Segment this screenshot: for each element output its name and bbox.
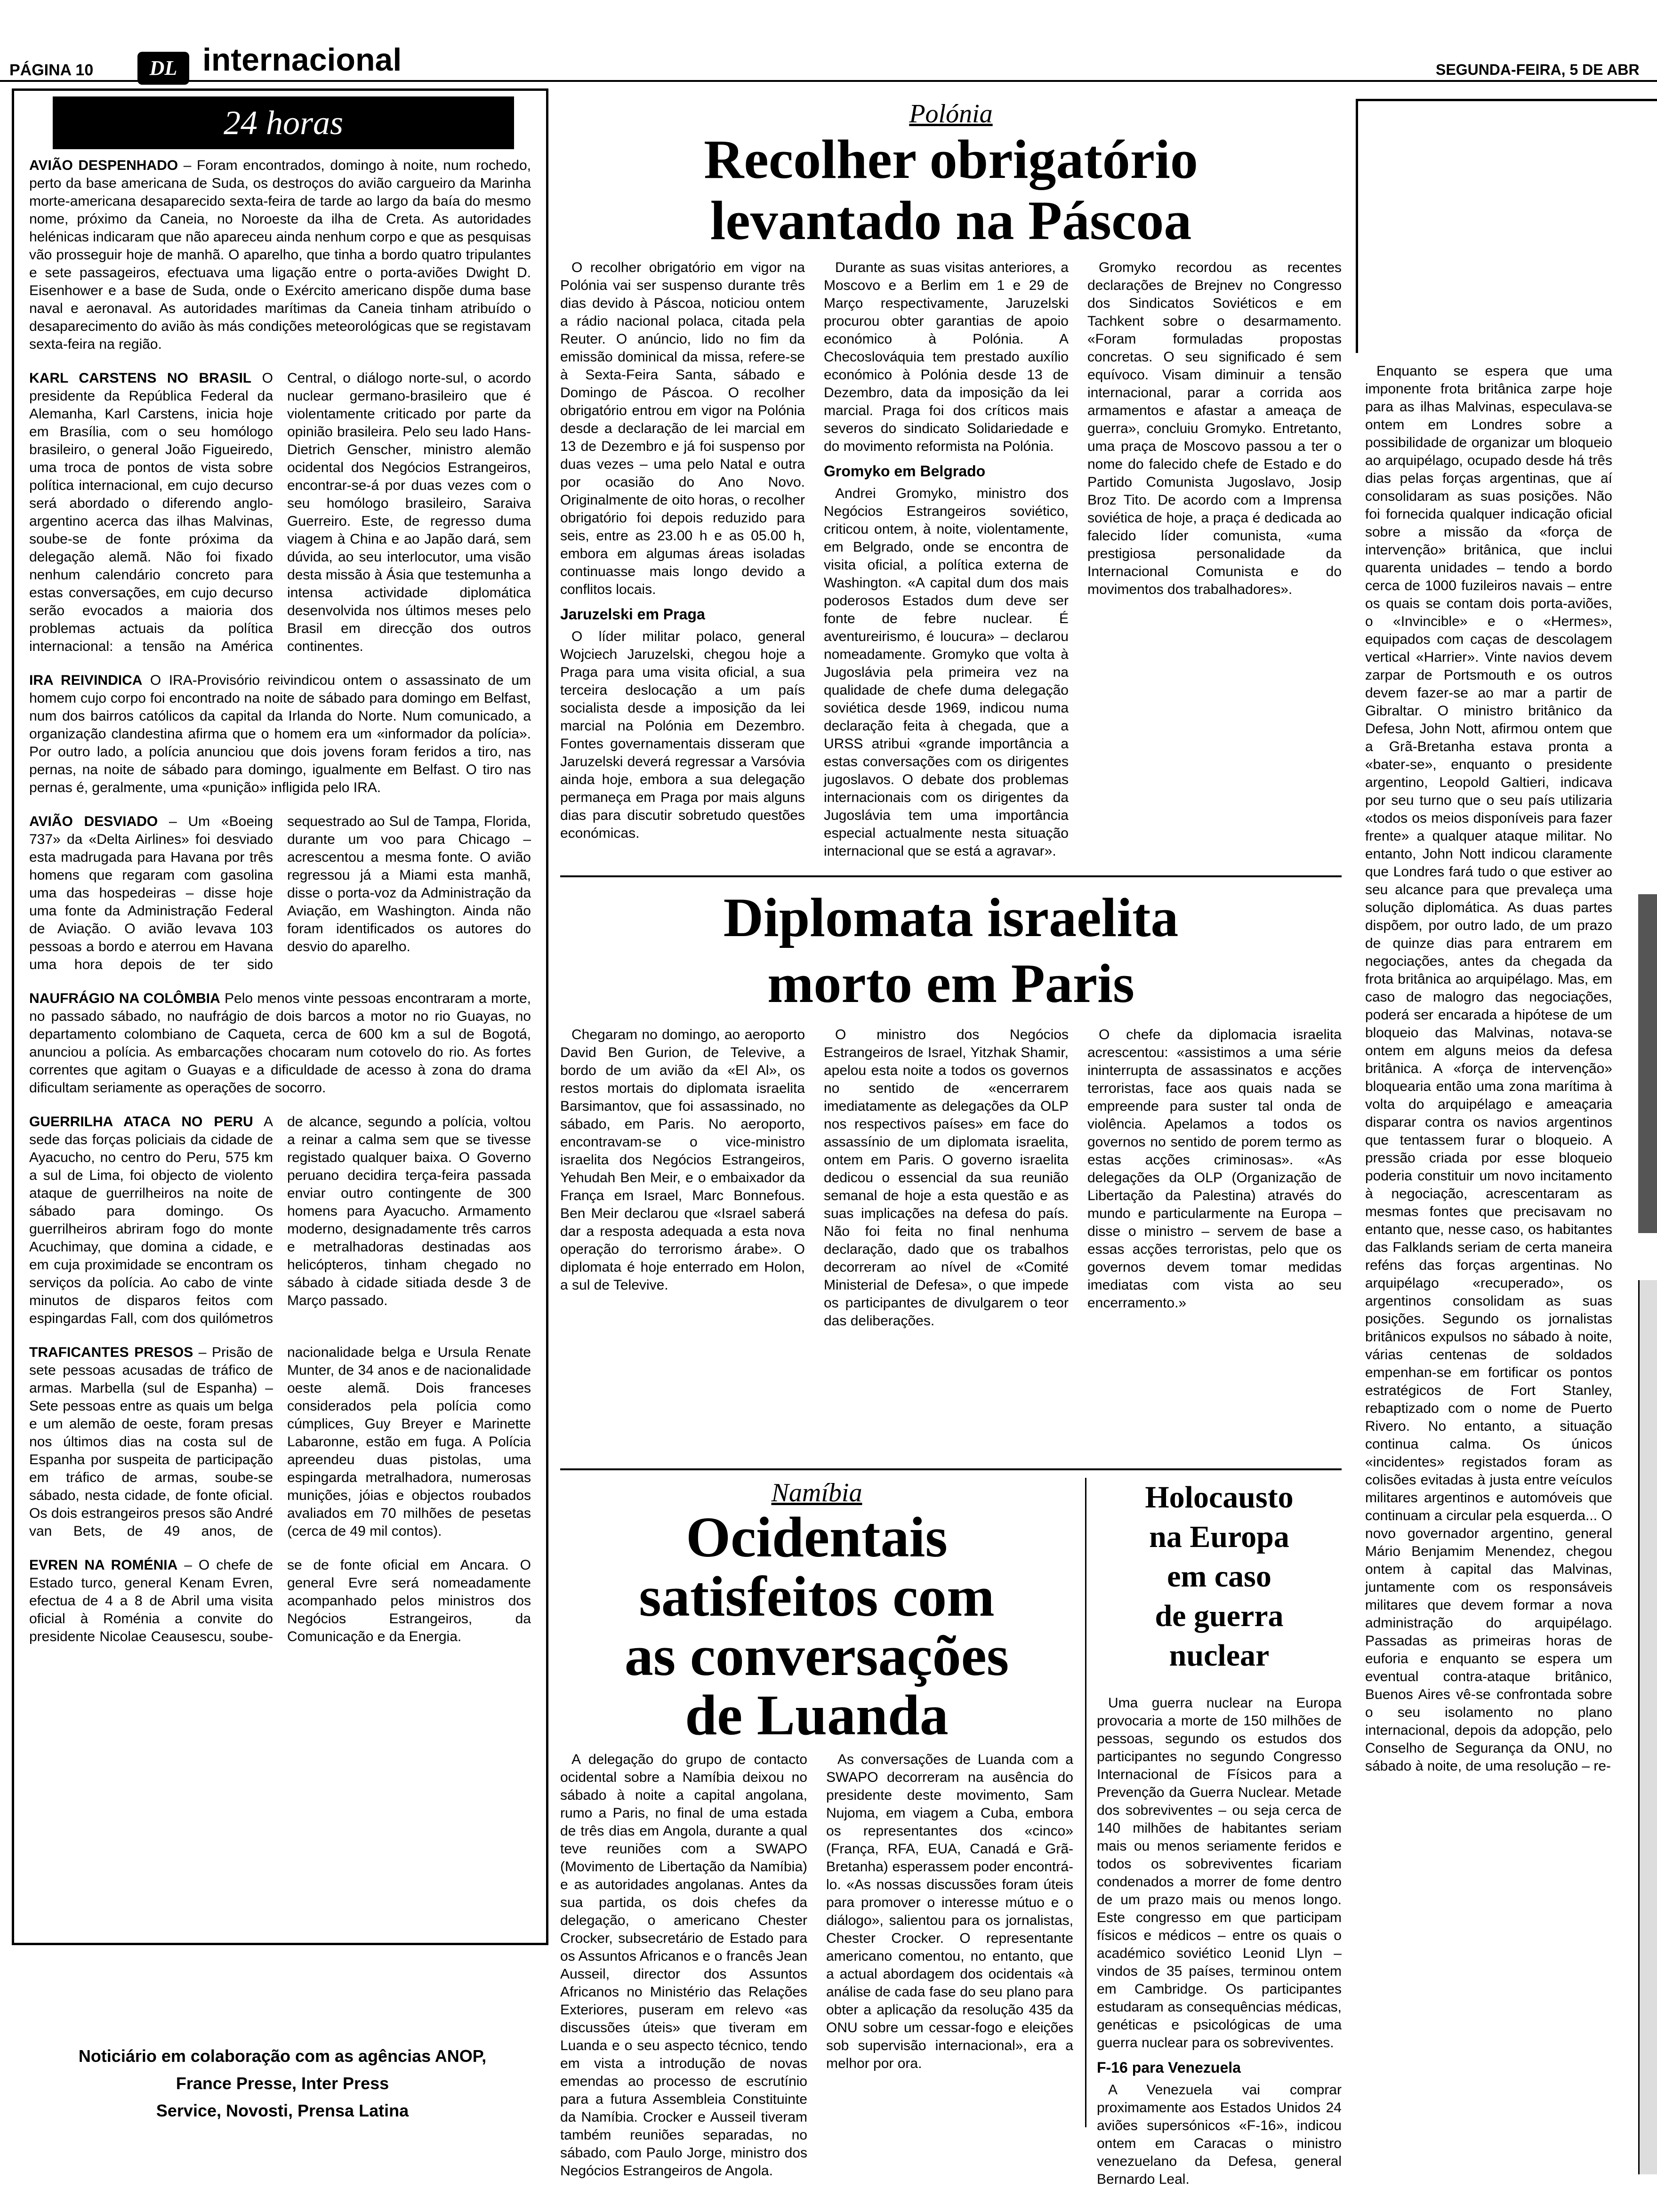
brief-naufragio-colombia	[29, 990, 531, 1097]
article-column: O recolher obrigatório em vigor na Polónia vai ser suspenso durante três dias devido à Páscoa, noticiou ontem a rádio nacional polaca, citada pela Reuter. O anúncio, lido no fim da emissão dominical da missa, refere-se à Sexta-Feira Santa, sábado e Domingo de Páscoa. O recolher obrigatório entrou em vigor na Polónia desde a declaração de lei marcial em 13 de Dezembro e já foi suspenso por duas vezes – uma pelo Natal e outra por ocasião do Ano Novo. Originalmente de oito horas, o recolher obrigatório foi depois reduzido para seis, entre as 23.00 h e as 05.00 h, embora em algumas áreas isoladas continuasse mais longo devido a conflitos locais. Jaruzelski em Praga O líder militar polaco, general Wojciech Jaruzelski, chegou hoje a Praga para uma visita oficial, a sua terceira deslocação a um país socialista desde a imposição da lei marcial na Polónia em Dezembro. Fontes governamentais disseram que Jaruzelski deverá regressar a Varsóvia ainda hoje, embora a sua delegação permaneça em Praga por mais alguns dias para discutir sobretudo questões económicas.	[560, 260, 805, 841]
agency-credit: Noticiário em colaboração com as agências ANOP, France Presse, Inter Press Service, Novosti, Prensa Latina	[78, 2046, 487, 2120]
section-title: internacional	[202, 42, 402, 78]
article-column: O chefe da diplomacia israelita acrescentou: «assistimos a uma série ininterrupta de assassinatos e acções terroristas, face aos quais nada se empreende para suster tal onda de violência. Apelamos a todos os governos no sentido de porem termo as estas acções criminosas». «As delegações da OLP (Organização de Libertação da Palestina) através do mundo e particularmente na Europa – disse o ministro – servem de base a essas acções terroristas, pelo que os governos devem tomar medidas imediatas com vista ao seu encerramento.»	[1087, 1027, 1342, 1311]
brief-title: KARL CARSTENS NO BRASIL	[29, 370, 252, 386]
article-column: Uma guerra nuclear na Europa provocaria a morte de 150 milhões de pessoas, segundo os estudos dos participantes no segundo Congresso Internacional de Físicos para a Prevenção da Guerra Nuclear. Metade dos sobreviventes – ou seja cerca de 140 milhões de habitantes seriam mais ou menos seriamente feridos e todos os sobreviventes ficariam condenados a morrer de fome dentro de um prazo mais ou menos longo. Este congresso em que participam físicos e médicos – entre os quais o académico soviético Leonid Llyn – vindos de 35 países, terminou ontem em Cambridge. Os participantes estudaram as consequências médicas, genéticas e psicológicas de uma guerra nuclear para os sobreviventes. F-16 para Venezuela A Venezuela vai comprar proximamente aos Estados Unidos 24 aviões supersónicos «F-16», indicou ontem em Caracas o ministro venezuelano da Defesa, general Bernardo Leal.	[1097, 1695, 1342, 2187]
brief-body: – Prisão de sete pessoas acusadas de tráfico de armas. Marbella (sul de Espanha) – Sete pessoas entre as quais um belga e um alemão de oeste, foram presas nos últimos dias na costa sul de Espanha por suspeita de participação em tráfico de armas, soube-se sábado, nesta cidade, de fonte oficial. Os dois estrangeiros presos são André van Bets, de 49 anos, de nacionalidade belga e Ursula Renate Munter, de 34 anos e de nacionalidade oeste alemã. Dois franceses considerados pela polícia como cúmplices, Guy Breyer e Marinette Labaronne, estão em fuga. A Polícia apreendeu duas pistolas, uma espingarda metralhadora, numerosas munições, jóias e objectos roubados avaliados em 70 milhões de pesetas (cerca de 49 mil contos).	[29, 1345, 531, 1539]
article-subhead: Jaruzelski em Praga	[560, 606, 705, 623]
brief-body: A sede das forças policiais da cidade de Ayacucho, no centro do Peru, 575 km a sul de Lima, foi objecto de violento ataque de guerrilheiros na noite de sábado para domingo. Os guerrilheiros abriram fogo do monte Acuchimay, que domina a cidade, e em cuja proximidade se encontram os serviços da polícia. Ao cabo de vinte minutos de disparos feitos com espingardas Fall, com dos quilómetros de alcance, segundo a polícia, voltou a reinar a calma sem que se tivesse registado qualquer baixa. O Governo peruano decidira terça-feira passada enviar outro contingente de 300 homens para Ayacucho. Armamento moderno, designadamente três carros e metralhadoras destinadas aos helicópteros, tinham chegado no sábado à cidade sitiada desde 3 de Março passado.	[29, 1114, 531, 1326]
article-column: As conversações de Luanda com a SWAPO decorreram na ausência do presidente deste movimento, Sam Nujoma, em viagem a Cuba, embora os representantes dos «cinco» (França, RFA, EUA, Canadá e Grã-Bretanha) esperassem poder encontrá-lo. «As nossas discussões foram úteis para promover o interesse mútuo e o diálogo», salientou para os jornalistas, Chester Crocker. O representante americano comentou, no entanto, que a actual abordagem dos ocidentais «à análise de cada fase do seu plano para obter a aplicação da resolução 435 da ONU sobre um cessar-fogo e eleições sob supervisão internacional», era a melhor por ora.	[826, 1752, 1073, 2071]
brief-title: NAUFRÁGIO NA COLÔMBIA	[29, 991, 220, 1006]
article-subhead: Gromyko em Belgrado	[824, 463, 986, 480]
header-rule	[0, 80, 1657, 82]
brief-aviao-desviado	[29, 813, 531, 974]
brief-title: AVIÃO DESPENHADO	[29, 158, 178, 173]
brief-body: – O chefe de Estado turco, general Kenam Evren, efectua de 4 a 8 de Abril uma visita oficial à Roménia a convite do presidente Nicolae Ceausescu, soube-se de fonte oficial em Ancara. O general Evre será nomeadamente acompanhado pelos ministros dos Negócios Estrangeiros, da Comunicação e da Energia.	[29, 1557, 531, 1644]
article-malvinas: Enquanto se espera que uma imponente frota britânica zarpe hoje para as ilhas Malvinas, especulava-se ontem em Londres sobre a possibilidade de organizar um bloqueio ao arquipélago, ocupado desde há três dias pelas forças argentinas, que aí consolidaram as suas posições. Não foi fornecida qualquer indicação oficial sobre a missão da «força de intervenção» britânica, que inclui quarenta unidades – tendo a bordo cerca de 1000 fuzileiros navais – entre os quais se contam dois porta-aviões, o «Invincible» e o «Hermes», equipados com caças de descolagem vertical «Harrier». Vinte navios devem zarpar de Portsmouth e os outros devem fazer-se ao mar a partir de Gibraltar. O ministro britânico da Defesa, John Nott, afirmou ontem que a Grã-Bretanha estava pronta a «bater-se», enquanto o presidente argentino, Leopold Galtieri, indicava por seu turno que o seu país utilizaria «todos os meios disponíveis para fazer frente» a qualquer ataque militar. No entanto, John Nott indicou claramente que Londres fará tudo o que estiver ao seu alcance para que prevaleça uma solução diplomática. As duas partes dispõem, por outro lado, de um prazo de quinze dias para entrarem em negociações, antes da chegada da frota britânica ao arquipélago. Mas, em caso de malogro das negociações, poderá ser encarada a hipótese de um bloqueio das Malvinas, notava-se ontem em alguns meios da defesa britânica. A «força de intervenção» bloquearia então uma zona marítima à volta do arquipélago e ameaçaria disparar contra os navios argentinos que tentassem furar o bloqueio. A pressão criada por esse bloqueio poderia constituir um novo incitamento à negociação, acrescentaram as mesmas fontes que precisavam no entanto que, nesse caso, os habitantes das Falklands seriam de certa maneira reféns das forças argentinas. No arquipélago «recuperado», os argentinos consolidam as suas posições. Segundo os jornalistas britânicos expulsos no sábado à noite, várias centenas de soldados empenhan-se em fortificar os pontos estratégicos de Fort Stanley, rebaptizado com o nome de Puerto Rivero. No entanto, a situação continua calma. Os únicos «incidentes» registados foram as colisões evitadas à justa entre veículos militares argentinos e automóveis que continuam a circular pela esquerda... O novo governador argentino, general Mário Benjamim Menendez, chegou ontem à capital das Malvinas, juntamente com os responsáveis militares que devem formar a nova administração do arquipélago. Passadas as primeiras horas de euforia e enquanto se espera um eventual contra-ataque britânico, Buenos Aires vê-se confrontada sobre o seu isolamento no plano internacional, depois da adopção, pelo Conselho de Segurança da ONU, no sábado à noite, de uma resolução – re-	[1365, 363, 1612, 1774]
section-rule	[560, 1468, 1342, 1470]
article-headline: Recolher obrigatório levantado na Páscoa	[704, 128, 1198, 251]
brief-body: O presidente da República Federal da Alemanha, Karl Carstens, inicia hoje em Brasília, com o seu homólogo brasileiro, o general João Figueiredo, uma troca de pontos de vista sobre política internacional, em cujo decurso será abordado o diferendo anglo-argentino acerca das ilhas Malvinas, soube-se de fonte próxima da delegação alemã. Não foi fixado nenhum calendário concreto para estas conversações, em cujo decurso serão evocados a maioria dos problemas actuais da política internacional: a tensão na América Central, o diálogo norte-sul, o acordo nuclear germano-brasileiro que é violentamente criticado por parte da opinião brasileira. Pelo seu lado Hans-Dietrich Genscher, ministro alemão ocidental dos Negócios Estrangeiros, encontrar-se-á por duas vezes com o seu homólogo brasileiro, Saraiva Guerreiro. Este, de regresso duma viagem à China e ao Japão dará, sem dúvida, ao seu interlocutor, uma visão desta missão à Ásia que testemunha a intensa actividade diplomática desenvolvida nos últimos meses pelo Brasil em direcção dos outros continentes.	[29, 370, 531, 654]
brief-aviao-despenhado	[29, 157, 531, 353]
brief-body: O IRA-Provisório reivindicou ontem o assassinato de um homem cujo corpo foi encontrado na noite de sábado para domingo em Belfast, num dos bairros católicos da capital da Irlanda do Norte. Num comunicado, a organização clandestina afirma que o homem era um «informador da polícia». Por outro lado, a polícia anunciou que dois jovens foram feridos a tiro, nas pernas, na noite de sábado para domingo, igualmente em Belfast. O tiro nas pernas é, geralmente, uma «punição» infligida pelo IRA.	[29, 673, 531, 795]
brief-guerrilha-peru	[29, 1113, 531, 1328]
article-column: Chegaram no domingo, ao aeroporto David Ben Gurion, de Televive, a bordo de um avião da «El Al», os restos mortais do diplomata israelita Barsimantov, que foi assassinado, no sábado, em Paris. No aeroporto, encontravam-se o vice-ministro israelita dos Negócios Estrangeiros, Yehudah Ben Meir, e o embaixador da França em Israel, Marc Bonnefous. Ben Meir declarou que «Israel saberá dar a resposta adequada a esta nova operação do terrorismo árabe». O diplomata é hoje enterrado em Holon, a sul de Televive.	[560, 1027, 805, 1293]
brief-title: IRA REIVINDICA	[29, 673, 143, 688]
sidebar-masthead: 24 horas	[53, 96, 514, 149]
article-namibia	[560, 1478, 1073, 2203]
article-polonia	[560, 99, 1342, 871]
article-kicker: Namíbia	[771, 1478, 862, 1507]
article-subhead: F-16 para Venezuela	[1097, 2059, 1241, 2076]
page-header	[0, 28, 1657, 80]
photo-edge	[1638, 1280, 1657, 2174]
section-rule	[560, 875, 1342, 877]
article-column: Gromyko recordou as recentes declarações de Brejnev no Congresso dos Sindicatos Soviéticos e em Tachkent sobre o desarmamento. «Foram formuladas propostas concretas. O seu significado é sem equívoco. Visam diminuir a tensão internacional, parar a corrida aos armamentos e afastar a ameaça de guerra», concluiu Gromyko. Entretanto, uma praça de Moscovo passou a ter o nome do falecido chefe de Estado e do Partido Comunista Jugoslavo, Josip Broz Tito. De acordo com a Imprensa soviética de hoje, a praça é dedicada ao falecido líder comunista, «uma prestigiosa personalidade da Internacional Comunista e do movimentos dos trabalhadores».	[1087, 260, 1342, 597]
article-kicker: Polónia	[909, 99, 993, 128]
brief-body: Pelo menos vinte pessoas encontraram a morte, no passado sábado, no naufrágio de dois barcos a motor no rio Guayas, no departamento colombiano de Caqueta, cerca de 600 km a sul de Bogotá, anunciou a polícia. As embarcações chocaram num cotovelo do rio. As fortes correntes que agitam o Guayas e a dificuldade de acesso à zona do drama dificultam seriamente as operações de socorro.	[29, 991, 531, 1096]
malvinas-box	[1356, 99, 1657, 353]
page-number: PÁGINA 10	[9, 61, 94, 79]
article-headline: Ocidentais satisfeitos com as conversações de Luanda	[624, 1506, 1009, 1747]
brief-title: GUERRILHA ATACA NO PERU	[29, 1114, 253, 1130]
brief-title: AVIÃO DESVIADO	[29, 814, 158, 829]
brief-ira-reivindica	[29, 672, 531, 797]
brief-body: – Um «Boeing 737» da «Delta Airlines» foi desviado esta madrugada para Havana por três homens que regaram com gasolina uma das hospedeiras – disse hoje uma fonte da Administração Federal de Aviação. O avião levava 103 pessoas a bordo e aterrou em Havana uma hora depois de ter sido sequestrado ao Sul de Tampa, Florida, durante um voo para Chicago – acrescentou a mesma fonte. O avião regressou já a Miami esta manhã, disse o porta-voz da Administração da Aviação, em Washington. Ainda não foram identificados os autores do desvio do aparelho.	[29, 814, 531, 972]
sidebar-24-horas	[12, 88, 548, 1945]
article-headline: Diplomata israelita morto em Paris	[723, 887, 1179, 1014]
photo-edge	[1638, 894, 1657, 1233]
brief-evren-romenia	[29, 1556, 531, 1646]
brief-title: EVREN NA ROMÉNIA	[29, 1557, 178, 1573]
page-date: SEGUNDA-FEIRA, 5 DE ABR	[1436, 61, 1640, 78]
newspaper-logo: DL	[137, 52, 189, 85]
article-diplomata	[560, 885, 1342, 1459]
article-column: O ministro dos Negócios Estrangeiros de Israel, Yitzhak Shamir, apelou esta noite a todos os governos no sentido de «encerrarem imediatamente as delegações da OLP nos respectivos países» em face do assassínio de um diplomata israelita, ontem em Paris. O governo israelita dedicou o essencial da sua reunião semanal de hoje a esta questão e as suas implicações na defesa do país. Não foi feita no final nenhuma declaração, dado que os trabalhos decorreram ao nível de «Comité Ministerial de Defesa», o que impede os participantes de divulgarem o teor das deliberações.	[824, 1027, 1069, 1329]
brief-traficantes-presos	[29, 1344, 531, 1540]
brief-karl-carstens	[29, 369, 531, 656]
article-column: Durante as suas visitas anteriores, a Moscovo e a Berlim em 1 e 29 de Março respectivamente, Jaruzelski procurou obter garantias de apoio económico à Polónia. A Checoslováquia tem prestado auxílio económico à Polónia desde 13 de Dezembro, data da imposição da lei marcial. Praga foi dos críticos mais severos do sindicato Solidariedade e do movimento reformista na Polónia. Gromyko em Belgrado Andrei Gromyko, ministro dos Negócios Estrangeiros soviético, criticou ontem, à noite, violentamente, em Belgrado, onde se encontra de visita oficial, a política externa de Washington. «A capital dum dos mais poderosos Estados dum deve ser fonte de febre nuclear. É aventureirismo, é loucura» – declarou nomeadamente. Gromyko que volta à Jugoslávia pela primeira vez na qualidade de chefe duma delegação soviética desde 1969, indicou numa declaração feita à chegada, que a URSS atribui «grande importância a estas conversações com os dirigentes jugoslavos. O debate dos problemas internacionais com os dirigentes da Jugoslávia tem uma importância especial actualmente nesta situação internacional que se está a agravar».	[824, 260, 1069, 859]
brief-title: TRAFICANTES PRESOS	[29, 1345, 193, 1360]
column-rule	[1085, 1478, 1086, 2127]
article-column: A delegação do grupo de contacto ocidental sobre a Namíbia deixou no sábado à noite a capital angolana, rumo a Paris, no final de uma estada de três dias em Angola, durante a qual teve reuniões com a SWAPO (Movimento de Libertação da Namíbia) e as autoridades angolanas. Antes da sua partida, os dois chefes da delegação, o americano Chester Crocker, subsecretário de Estado para os Assuntos Africanos e o francês Jean Ausseil, director dos Assuntos Africanos no Ministério das Relações Exteriores, puseram em relevo «as discussões úteis» que tiveram em Luanda e o seu aspecto técnico, tendo em vista a introdução de novas emendas ao processo de escrutínio para a futura Assembleia Constituinte da Namíbia. Crocker e Ausseil tiveram também reuniões separadas, no sábado, com Paulo Jorge, ministro dos Negócios Estrangeiros de Angola.	[560, 1752, 807, 2179]
article-holocausto	[1097, 1478, 1342, 2203]
brief-body: – Foram encontrados, domingo à noite, num rochedo, perto da base americana de Suda, os destroços do avião cargueiro da Marinha morte-americana desaparecido sexta-feira de tarde ao largo da baía do mesmo nome, próximo da Caneia, no Noroeste da ilha de Creta. As autoridades helénicas indicaram que não apareceu ainda nenhum corpo e que as pesquisas vão prosseguir hoje de manhã. O aparelho, que tinha a bordo quatro tripulantes e sete passageiros, efectuava uma ligação entre o porta-aviões Dwight D. Eisenhower e a base de Suda, onde o Exército americano dispõe duma base naval e aeronaval. As autoridades marítimas da Caneia tinham atribuído o desaparecimento do avião às más condições meteorológicas que se registavam sexta-feira na região.	[29, 158, 531, 352]
article-headline: Holocausto na Europa em caso de guerra nuclear	[1145, 1480, 1294, 1673]
